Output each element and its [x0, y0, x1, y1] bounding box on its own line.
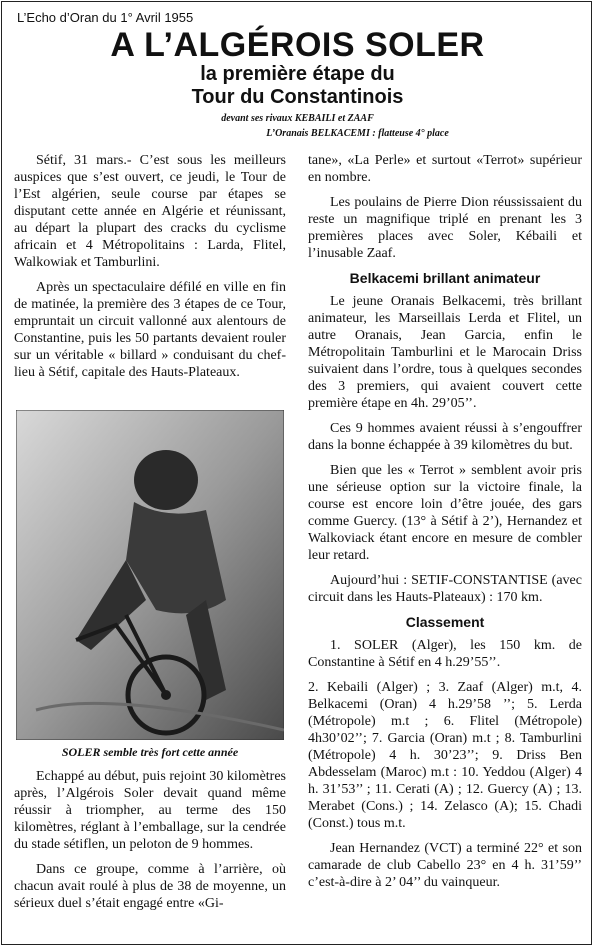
- deck-line-1: devant ses rivaux KEBAILI et ZAAF: [221, 113, 374, 124]
- right-paragraph-3: Le jeune Oranais Belkacemi, très brillant animateur, les Marseillais Lerda et Flitel, un autre Oranais, Jean Garcia, enfin le Métropolitain Tamburlini et le Marocain Driss suivaient dans l’ordre, tous à quelques secondes des 3 premiers, qui avaient couvert cette première étape en 4h. 29’05’’.: [308, 294, 582, 411]
- left-column-bottom: [14, 768, 286, 920]
- section-title-classement: Classement: [405, 614, 485, 630]
- subhead-line-1: la première étape du: [200, 63, 395, 85]
- right-column: [308, 152, 582, 899]
- right-paragraph-2: Les poulains de Pierre Dion réussissaient du reste un magnifique triplé en prenant les 3 premières places avec Soler, Kébaili et l’inusable Zaaf.: [308, 195, 582, 261]
- headline: A L’ALGÉROIS SOLER: [110, 26, 485, 64]
- classement-entry-1: 1. SOLER (Alger), les 150 km. de Constantine à Sétif en 4 h.29’55’’.: [308, 638, 582, 670]
- section-title-belkacemi: Belkacemi brillant animateur: [349, 270, 541, 286]
- deck-line-2: L’Oranais BELKACEMI : flatteuse 4° place: [266, 128, 449, 139]
- left-paragraph-3: Echappé au début, puis rejoint 30 kilomètres après, l’Algérois Soler devait quand même réussir à triompher, au terme des 150 kilomètres, réglant à l’emballage, sur la cendrée du stade sétiflen, un peloton de 9 hommes.: [14, 769, 286, 852]
- right-paragraph-4: Ces 9 hommes avaient réussi à s’engouffrer dans la bonne échappée à 39 kilomètres du but.: [308, 421, 582, 453]
- left-paragraph-2: Après un spectaculaire défilé en ville en fin de matinée, la première des 3 étapes de ce Tour, empruntait un circuit vallonné aux alentours de Constantine, puis les 50 partants devaient rouler sur un véritable « billard » conduisant du chef-lieu à Sétif, capitale des Hauts-Plateaux.: [14, 280, 286, 380]
- right-paragraph-1: tane», «La Perle» et surtout «Terrot» supérieur en nombre.: [308, 153, 582, 185]
- left-paragraph-1: Sétif, 31 mars.- C’est sous les meilleurs auspices que s’est ouvert, ce jeudi, le Tour de l’Est algérien, seule course par étapes se disputant cette année en Algérie et réunissant, au départ la plupart des cracks du cyclisme africain et 4 Métropolitains : Larda, Flitel, Walkowiak et Tamburlini.: [14, 153, 286, 270]
- left-paragraph-4: Dans ce groupe, comme à l’arrière, où chacun avait roulé à plus de 38 de moyenne, un sérieux duel s’était engagé entre «Gi-: [14, 862, 286, 911]
- left-column: [14, 152, 286, 389]
- right-paragraph-6: Aujourd’hui : SETIF-CONSTANTISE (avec circuit dans les Hauts-Plateaux) : 170 km.: [308, 573, 582, 605]
- right-paragraph-5: Bien que les « Terrot » semblent avoir pris une sérieuse option sur la victoire finale, la course est encore loin d’être jouée, des gars comme Guercy. (13° à Sétif à 2’), Hernandez et Walkoviack étant encore en mesure de combler leur retard.: [308, 463, 582, 563]
- subhead-line-2: Tour du Constantinois: [191, 86, 404, 108]
- source-line: L’Echo d’Oran du 1° Avril 1955: [17, 10, 194, 25]
- classement-entry-3: Jean Hernandez (VCT) a terminé 22° et son camarade de club Cabello 23° en 4 h. 31’59’’ c’est-à-dire à 2’ 04’’ du vainqueur.: [308, 841, 582, 890]
- cyclist-photo: [16, 410, 284, 740]
- classement-entry-2: 2. Kebaili (Alger) ; 3. Zaaf (Alger) m.t, 4. Belkacemi (Oran) 4 h.29’58 ’’; 5. Lerda (Métropole) m.t ; 6. Flitel (Métropole) 4h30’02’’; 7. Garcia (Oran) m.t ; 8. Tamburlini (Métropole) 4 h. 30’23’’; 9. Driss Ben Abdesselam (Maroc) m.t : 10. Yeddou (Alger) 4 h. 31’53’’ ; 11. Cerati (A) ; 12. Guercy (A) ; 13. Merabet (Cons.) ; 14. Zelasco (A); 15. Chadi (Const.) tous m.t.: [308, 680, 582, 831]
- photo-caption: SOLER semble très fort cette année: [61, 745, 239, 759]
